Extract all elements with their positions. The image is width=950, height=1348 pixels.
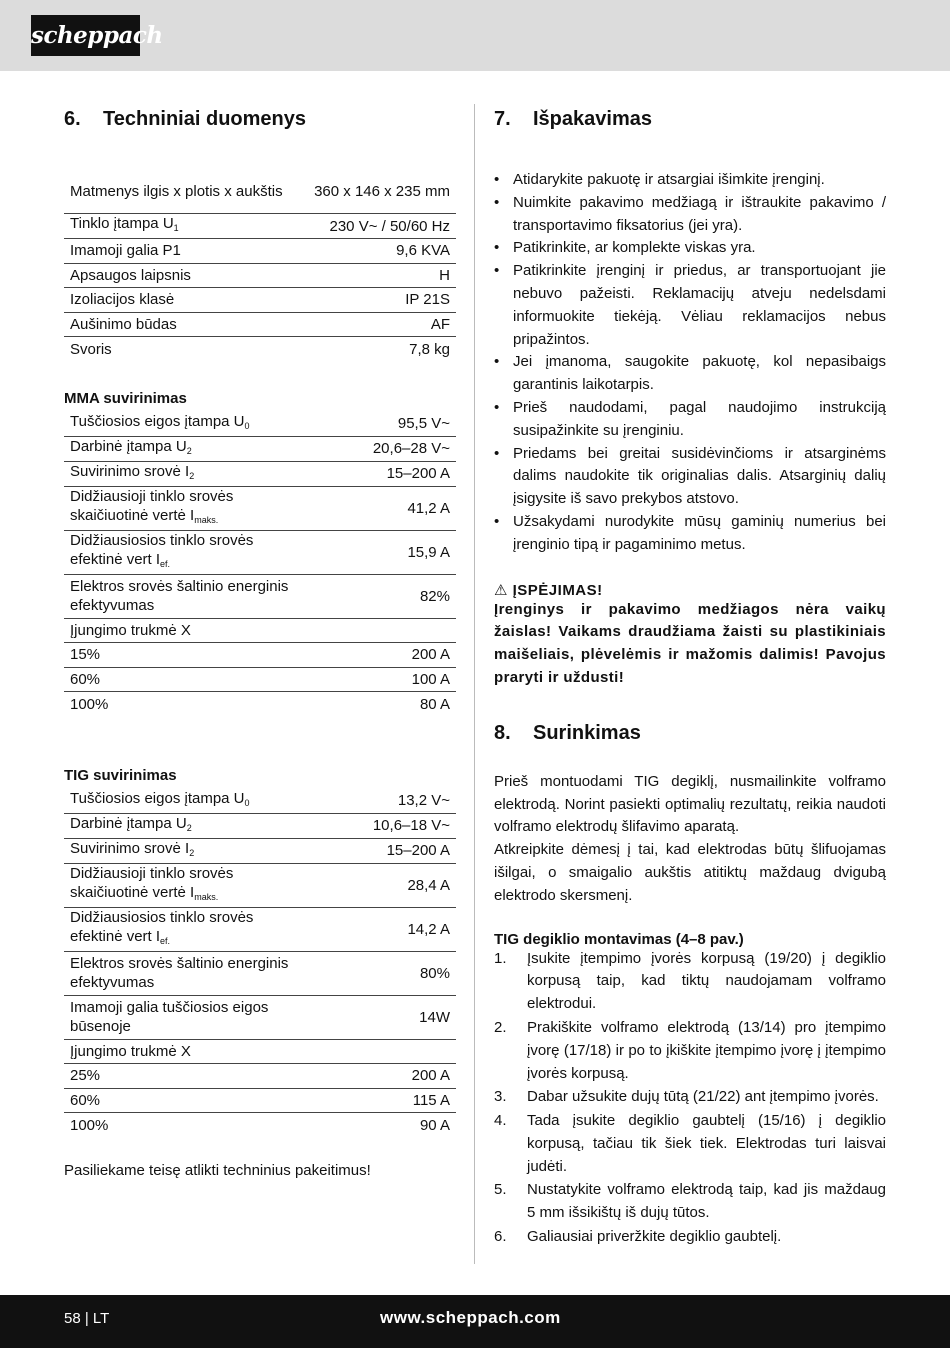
section-title: Techniniai duomenys bbox=[103, 108, 306, 130]
spec-value: 95,5 V~ bbox=[397, 415, 450, 432]
spec-value: 14W bbox=[419, 1008, 450, 1026]
spec-row bbox=[64, 692, 456, 717]
list-item: • Nuimkite pakavimo medžiagą ir ištraukite pakavimo / transportavimo fiksatorius (jei yra). bbox=[494, 192, 886, 238]
spec-label: Tinklo įtampa $U_1$ bbox=[70, 215, 179, 233]
spec-value: 20,6–28 V~ bbox=[372, 440, 450, 457]
section-number: 7. bbox=[494, 108, 511, 130]
spec-label-subscript: 0 bbox=[244, 420, 250, 431]
spec-value: 13,2 V~ bbox=[397, 792, 450, 809]
spec-row bbox=[64, 864, 456, 908]
spec-label: Didžiausioji tinklo srovės skaičiuotinė vertė $I_{maks.}$ bbox=[70, 487, 234, 525]
spec-label: Darbinė įtampa $U_2$ bbox=[70, 814, 192, 833]
spec-value: 200 A bbox=[411, 646, 450, 664]
spec-label: 100% bbox=[70, 695, 109, 713]
step-number: 1. bbox=[494, 949, 507, 967]
step-item bbox=[494, 1179, 886, 1225]
left-column bbox=[64, 108, 456, 1179]
spec-row bbox=[64, 789, 456, 814]
step-number: 2. bbox=[494, 1018, 507, 1036]
spec-label: Suvirinimo srovė $I_2$ bbox=[70, 462, 195, 481]
spec-row bbox=[64, 412, 456, 437]
spec-label: Imamoji galia tuščiosios eigos būsenoje bbox=[70, 999, 269, 1035]
spec-label-subscript: 1 bbox=[173, 223, 179, 233]
spec-value: 7,8 kg bbox=[409, 340, 450, 358]
mma-heading: MMA suvirinimas bbox=[64, 389, 187, 407]
warning-text: Įrenginys ir pakavimo medžiagos nėra vaikų žaislas! Vaikams draudžiama žaisti su plastikiniais maišeliais, plėvelėmis ir mažomis dalimis! Pavojus praryti ir uždusti! bbox=[494, 600, 886, 686]
spec-row bbox=[64, 169, 456, 214]
spec-label: Apsaugos laipsnis bbox=[70, 266, 191, 284]
step-text: Dabar užsukite dujų tūtą (21/22) ant įtempimo įvorės. bbox=[527, 1088, 879, 1106]
spec-value: IP 21S bbox=[405, 291, 450, 309]
spec-row bbox=[64, 839, 456, 864]
assembly-paragraph-2: Atkreipkite dėmesį į tai, kad elektrodas būtų šlifuojamas išilgai, o smaigalio aukštis atitiktų maždaug dvigubą elektrodo skersmenį. bbox=[494, 841, 886, 904]
spec-label: Elektros srovės šaltinio energinis efektyvumas bbox=[70, 578, 289, 614]
spec-row bbox=[64, 462, 456, 487]
spec-row bbox=[64, 437, 456, 462]
section-title: Išpakavimas bbox=[533, 108, 652, 130]
step-item bbox=[494, 948, 886, 1016]
spec-row bbox=[64, 337, 456, 362]
spec-value: 15–200 A bbox=[386, 465, 450, 482]
spec-row bbox=[64, 575, 456, 619]
spec-row bbox=[64, 1089, 456, 1114]
mma-specs-table bbox=[64, 412, 456, 717]
spec-value: 28,4 A bbox=[407, 876, 450, 894]
spec-label: Įjungimo trukmė X bbox=[70, 1042, 191, 1060]
spec-label-subscript: maks. bbox=[194, 514, 219, 525]
spec-label: 100% bbox=[70, 1116, 109, 1134]
step-number: 5. bbox=[494, 1181, 507, 1199]
list-item: • Patikrinkite įrenginį ir priedus, ar transportuojant jie nebuvo pažeisti. Reklamacijų atveju nedelsdami informuokite tiekėją. Vėliau reklamacijos nebus pripažintos. bbox=[494, 260, 886, 351]
spec-label: Suvirinimo srovė $I_2$ bbox=[70, 839, 195, 858]
list-item: • Priedams bei greitai susidėvinčioms ir atsarginėms dalims naudokite tik originalias dalis. Atsarginių dalių įsigysite iš savo prekybos atstovo. bbox=[494, 443, 886, 511]
spec-row bbox=[64, 288, 456, 313]
spec-row bbox=[64, 952, 456, 996]
spec-value: 200 A bbox=[411, 1067, 450, 1085]
spec-row bbox=[64, 996, 456, 1040]
step-item bbox=[494, 1110, 886, 1178]
spec-value: 9,6 KVA bbox=[396, 242, 450, 260]
spec-label: Izoliacijos klasė bbox=[70, 291, 175, 309]
spec-value: AF bbox=[430, 315, 450, 333]
spec-label: Matmenys ilgis x plotis x aukštis bbox=[70, 182, 283, 200]
spec-row bbox=[64, 1040, 456, 1065]
spec-label: Elektros srovės šaltinio energinis efektyvumas bbox=[70, 955, 289, 991]
technical-changes-notice: Pasiliekame teisę atlikti techninius pakeitimus! bbox=[64, 1161, 371, 1179]
spec-row bbox=[64, 643, 456, 668]
spec-value: 15,9 A bbox=[407, 543, 450, 561]
spec-value: 230 V~ / 50/60 Hz bbox=[329, 217, 450, 235]
spec-label-subscript: ef. bbox=[160, 935, 171, 946]
spec-label: Svoris bbox=[70, 340, 112, 358]
step-item bbox=[494, 1226, 886, 1249]
spec-row bbox=[64, 1113, 456, 1138]
spec-label: 15% bbox=[70, 646, 101, 664]
tig-mount-heading: TIG degiklio montavimas (4–8 pav.) bbox=[494, 930, 744, 948]
spec-row bbox=[64, 264, 456, 289]
step-number: 4. bbox=[494, 1112, 507, 1130]
section-title: Surinkimas bbox=[533, 721, 641, 744]
step-item bbox=[494, 1017, 886, 1085]
spec-value: 80% bbox=[419, 964, 450, 982]
spec-row bbox=[64, 1064, 456, 1089]
footer-bar bbox=[0, 1295, 950, 1348]
spec-row bbox=[64, 908, 456, 952]
step-number: 3. bbox=[494, 1088, 507, 1106]
section-7-heading bbox=[494, 108, 886, 131]
spec-row bbox=[64, 214, 456, 239]
header-bar bbox=[0, 0, 950, 71]
spec-row bbox=[64, 531, 456, 575]
spec-label-subscript: ef. bbox=[160, 558, 171, 569]
list-item: • Jei įmanoma, saugokite pakuotę, kol nepasibaigs garantinis laikotarpis. bbox=[494, 351, 886, 397]
warning-triangle-icon: ⚠ bbox=[494, 581, 508, 599]
spec-value: 80 A bbox=[419, 695, 450, 713]
website-link[interactable]: www.scheppach.com bbox=[380, 1308, 561, 1327]
spec-label: Įjungimo trukmė X bbox=[70, 621, 191, 639]
page-number: 58 | LT bbox=[64, 1310, 110, 1327]
spec-label-subscript: 2 bbox=[189, 847, 195, 858]
warning-label: ĮSPĖJIMAS! bbox=[512, 581, 603, 599]
spec-label: Darbinė įtampa $U_2$ bbox=[70, 437, 192, 456]
spec-label: Aušinimo būdas bbox=[70, 315, 177, 333]
step-text: Įsukite įtempimo įvorės korpusą (19/20) į degiklio korpusą taip, kad tiktų naudojamam volframo elektrodui. bbox=[527, 949, 886, 1013]
assembly-paragraph-1: Prieš montuodami TIG degiklį, nusmailinkite volframo elektrodą. Norint pasiekti optimalių rezultatų, reikia naudoti volframo elektrodų šlifavimo aparatą. bbox=[494, 772, 886, 836]
spec-value: 100 A bbox=[411, 670, 450, 688]
list-item: • Prieš naudodami, pagal naudojimo instrukciją susipažinkite su įrenginiu. bbox=[494, 397, 886, 443]
section-6-heading bbox=[64, 108, 456, 131]
section-number: 8. bbox=[494, 721, 511, 744]
spec-label: Tuščiosios eigos įtampa $U_0$ bbox=[70, 789, 250, 808]
spec-label: Imamoji galia P1 bbox=[70, 242, 181, 260]
spec-value: 360 x 146 x 235 mm bbox=[314, 182, 450, 200]
section-number: 6. bbox=[64, 108, 81, 130]
spec-row bbox=[64, 619, 456, 644]
tig-heading: TIG suvirinimas bbox=[64, 766, 177, 784]
step-item bbox=[494, 1086, 886, 1109]
spec-value: 82% bbox=[419, 587, 450, 605]
spec-row bbox=[64, 668, 456, 693]
section-8-heading bbox=[494, 722, 886, 745]
spec-label-subscript: 2 bbox=[186, 445, 192, 456]
step-text: Tada įsukite degiklio gaubtelį (15/16) į degiklio korpusą, tačiau tik šiek tiek. Elektrodas turi laisvai judėti. bbox=[527, 1112, 886, 1175]
spec-label: Didžiausioji tinklo srovės skaičiuotinė vertė $I_{maks.}$ bbox=[70, 864, 234, 902]
spec-row bbox=[64, 313, 456, 338]
right-column bbox=[494, 108, 886, 1250]
step-text: Prakiškite volframo elektrodą (13/14) pro įtempimo įvorę (17/18) ir po to įkiškite įtempimo įvorę į įtempimo įvorės korpusą. bbox=[527, 1018, 886, 1082]
spec-label-subscript: maks. bbox=[194, 891, 219, 902]
warning-heading bbox=[494, 581, 886, 599]
list-item: • Užsakydami nurodykite mūsų gaminių numerius bei įrenginio tipą ir pagaminimo metus. bbox=[494, 511, 886, 557]
spec-label-subscript: 2 bbox=[186, 822, 192, 833]
spec-row bbox=[64, 814, 456, 839]
step-text: Galiausiai priveržkite degiklio gaubtelį. bbox=[527, 1228, 782, 1246]
spec-label: Didžiausiosios tinklo srovės efektinė vert $I_{ef.}$ bbox=[70, 908, 254, 946]
step-text: Nustatykite volframo elektrodą taip, kad jis maždaug 5 mm išsikištų iš dujų tūtos. bbox=[527, 1181, 886, 1222]
general-specs-table bbox=[64, 169, 456, 362]
spec-label-subscript: 0 bbox=[244, 797, 250, 808]
spec-value: 14,2 A bbox=[407, 920, 450, 938]
spec-label-subscript: 2 bbox=[189, 470, 195, 481]
spec-value: 15–200 A bbox=[386, 842, 450, 859]
list-item: • Atidarykite pakuotę ir atsargiai išimkite įrenginį. bbox=[494, 169, 886, 192]
tig-specs-table bbox=[64, 789, 456, 1138]
spec-value: 10,6–18 V~ bbox=[372, 817, 450, 834]
spec-label: Didžiausiosios tinklo srovės efektinė vert $I_{ef.}$ bbox=[70, 531, 254, 569]
spec-row bbox=[64, 487, 456, 531]
tig-mount-steps bbox=[494, 948, 886, 1249]
spec-label: 60% bbox=[70, 670, 101, 688]
spec-label: 25% bbox=[70, 1067, 101, 1085]
spec-value: 41,2 A bbox=[407, 499, 450, 517]
unpacking-list bbox=[494, 169, 886, 557]
spec-value: 90 A bbox=[419, 1116, 450, 1134]
spec-value: 115 A bbox=[412, 1091, 450, 1109]
spec-value: H bbox=[439, 266, 450, 284]
spec-row bbox=[64, 239, 456, 264]
step-number: 6. bbox=[494, 1228, 507, 1246]
list-item: • Patikrinkite, ar komplekte viskas yra. bbox=[494, 237, 886, 260]
spec-label: 60% bbox=[70, 1091, 101, 1109]
brand-logo: scheppach bbox=[31, 15, 140, 56]
spec-label: Tuščiosios eigos įtampa $U_0$ bbox=[70, 412, 250, 431]
column-divider bbox=[474, 104, 475, 1264]
